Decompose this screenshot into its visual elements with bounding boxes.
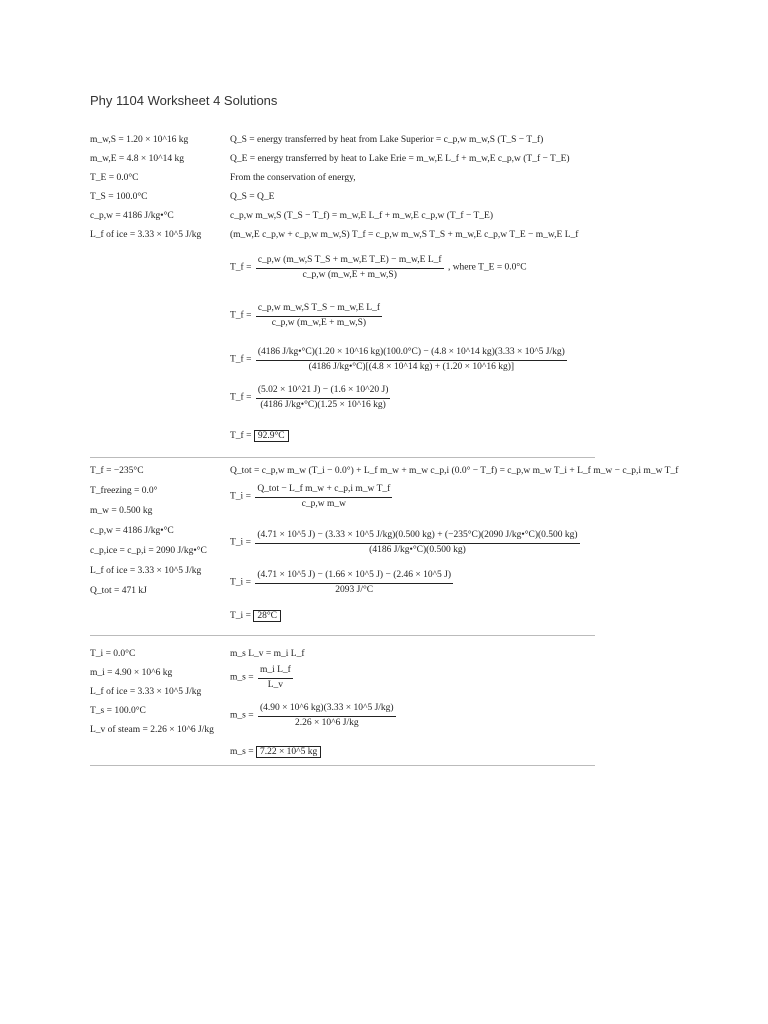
equation (230, 385, 392, 412)
divider (90, 765, 595, 766)
given-line: T_i = 0.0°C (90, 649, 136, 659)
solution-line: Q_S = energy transferred by heat from Lake Superior = c_p,w m_w,S (T_S − T_f) (230, 135, 544, 145)
solution-line: Q_E = energy transferred by heat to Lake Erie = m_w,E L_f + m_w,E c_p,w (T_f − T_E) (230, 154, 570, 164)
divider (90, 635, 595, 636)
divider (90, 457, 595, 458)
given-line: L_v of steam = 2.26 × 10^6 J/kg (90, 725, 214, 735)
fraction (255, 530, 579, 557)
denominator: L_v (267, 679, 284, 690)
equation-lhs: m_s = (230, 710, 254, 721)
fraction (256, 347, 567, 374)
given-line: T_E = 0.0°C (90, 173, 139, 183)
equation (230, 703, 398, 730)
numerator: (5.02 × 10^21 J) − (1.6 × 10^20 J) (256, 385, 391, 399)
equation (230, 665, 295, 692)
solution-line: c_p,w m_w,S (T_S − T_f) = m_w,E L_f + m_w,E c_p,w (T_f − T_E) (230, 211, 494, 221)
answer (230, 431, 289, 443)
equation (230, 484, 394, 511)
fraction (255, 570, 453, 597)
given-line: m_w,S = 1.20 × 10^16 kg (90, 135, 189, 145)
answer-lhs: T_f = (230, 431, 252, 441)
given-line: T_f = −235°C (90, 466, 144, 476)
numerator: m_i L_f (258, 665, 293, 679)
denominator: (4186 J/kg•°C)(1.25 × 10^16 kg) (260, 399, 386, 410)
numerator: Q_tot − L_f m_w + c_p,i m_w T_f (255, 484, 392, 498)
problem-1 (90, 135, 595, 455)
denominator: c_p,w (m_w,E + m_w,S) (271, 317, 367, 328)
given-line: m_i = 4.90 × 10^6 kg (90, 668, 173, 678)
given-line: L_f of ice = 3.33 × 10^5 J/kg (90, 566, 202, 576)
given-line: c_p,ice = c_p,i = 2090 J/kg•°C (90, 546, 207, 556)
solution-line: (m_w,E c_p,w + c_p,w m_w,S) T_f = c_p,w m_w,S T_S + m_w,E c_p,w T_E − m_w,E L_f (230, 230, 579, 240)
numerator: (4.90 × 10^6 kg)(3.33 × 10^5 J/kg) (258, 703, 396, 717)
problem-2 (90, 466, 679, 626)
fraction (258, 665, 293, 692)
equation-lhs: T_f = (230, 392, 252, 403)
numerator: (4.71 × 10^5 J) − (1.66 × 10^5 J) − (2.46 × 10^5 J) (255, 570, 453, 584)
equation-lhs: T_i = (230, 491, 251, 502)
numerator: c_p,w (m_w,S T_S + m_w,E T_E) − m_w,E L_f (256, 255, 444, 269)
denominator: c_p,w m_w (301, 498, 346, 509)
answer-box: 28°C (253, 610, 281, 622)
given-line: m_w = 0.500 kg (90, 506, 153, 516)
given-line: c_p,w = 4186 J/kg•°C (90, 211, 174, 221)
answer (230, 747, 321, 759)
fraction (255, 484, 392, 511)
given-line: T_freezing = 0.0° (90, 486, 158, 496)
given-line: L_f of ice = 3.33 × 10^5 J/kg (90, 687, 202, 697)
answer-lhs: T_i = (230, 611, 251, 621)
answer-box: 92.9°C (254, 430, 289, 442)
numerator: (4.71 × 10^5 J) − (3.33 × 10^5 J/kg)(0.500 kg) + (−235°C)(2090 J/kg•°C)(0.500 kg) (255, 530, 579, 544)
answer-box: 7.22 × 10^5 kg (256, 746, 321, 758)
given-line: c_p,w = 4186 J/kg•°C (90, 526, 174, 536)
solution-line: Q_tot = c_p,w m_w (T_i − 0.0°) + L_f m_w + m_w c_p,i (0.0° − T_f) = c_p,w m_w T_i + L_f m_w − c_p,i m_w T_f (230, 466, 679, 476)
page-title: Phy 1104 Worksheet 4 Solutions (90, 93, 278, 108)
equation (230, 255, 527, 282)
equation-lhs: T_f = (230, 310, 252, 321)
equation-lhs: T_i = (230, 537, 251, 548)
solution-line: Q_S = Q_E (230, 192, 275, 202)
fraction (256, 303, 382, 330)
equation-lhs: T_f = (230, 354, 252, 365)
denominator: 2.26 × 10^6 J/kg (294, 717, 359, 728)
equation-lhs: m_s = (230, 672, 254, 683)
problem-3 (90, 649, 595, 769)
given-line: Q_tot = 471 kJ (90, 586, 147, 596)
equation (230, 530, 582, 557)
given-line: T_S = 100.0°C (90, 192, 148, 202)
equation-lhs: T_f = (230, 262, 252, 273)
given-line: T_s = 100.0°C (90, 706, 146, 716)
solution-line: m_s L_v = m_i L_f (230, 649, 305, 659)
numerator: (4186 J/kg•°C)(1.20 × 10^16 kg)(100.0°C) − (4.8 × 10^14 kg)(3.33 × 10^5 J/kg) (256, 347, 567, 361)
fraction (256, 255, 444, 282)
equation-lhs: T_i = (230, 577, 251, 588)
denominator: (4186 J/kg•°C)[(4.8 × 10^14 kg) + (1.20 × 10^16 kg)] (308, 361, 515, 372)
equation-suffix: , where T_E = 0.0°C (447, 262, 527, 273)
given-line: L_f of ice = 3.33 × 10^5 J/kg (90, 230, 202, 240)
denominator: 2093 J/°C (335, 584, 374, 595)
answer (230, 611, 281, 623)
numerator: c_p,w m_w,S T_S − m_w,E L_f (256, 303, 382, 317)
answer-lhs: m_s = (230, 747, 254, 757)
equation (230, 347, 569, 374)
denominator: c_p,w (m_w,E + m_w,S) (302, 269, 397, 280)
given-line: m_w,E = 4.8 × 10^14 kg (90, 154, 184, 164)
equation (230, 303, 384, 330)
fraction (256, 385, 391, 412)
solution-line: From the conservation of energy, (230, 173, 356, 183)
fraction (258, 703, 396, 730)
denominator: (4186 J/kg•°C)(0.500 kg) (369, 544, 466, 555)
equation (230, 570, 455, 597)
